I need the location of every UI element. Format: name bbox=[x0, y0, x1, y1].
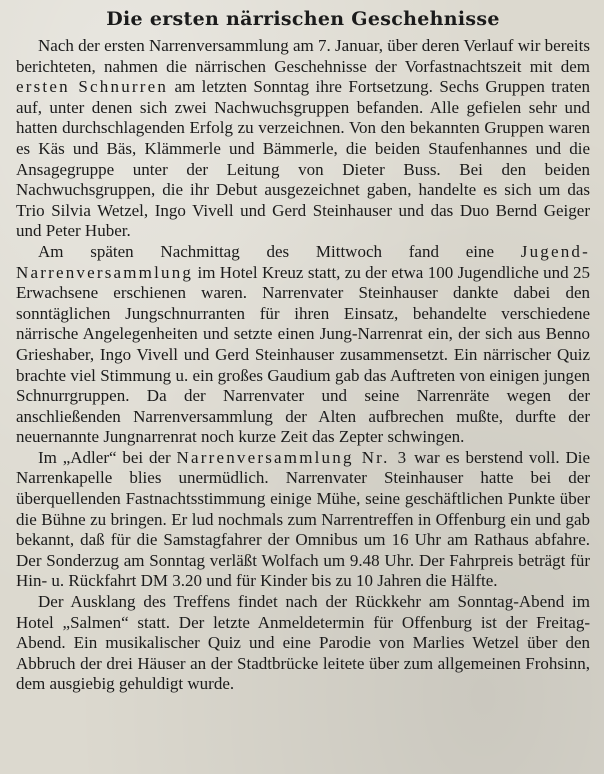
paragraph-4: Der Ausklang des Treffens findet nach der Rückkehr am Sonntag-Abend im Hotel „Salmen“ statt. Der letzte Anmeldetermin für Offenburg ist der Freitag-Abend. Ein musikalischer Quiz und eine Parodie von Marlies Wetzel über den Abbruch der drei Häuser an der Stadtbrücke leitete über zum allgemeinen Frohsinn, dem ausgiebig gehuldigt wurde. bbox=[16, 592, 590, 694]
paragraph-2-text-a: Am späten Nachmittag des Mittwoch fand eine bbox=[38, 241, 521, 261]
paragraph-1 bbox=[16, 36, 590, 242]
paragraph-3 bbox=[16, 448, 590, 592]
paragraph-2 bbox=[16, 242, 590, 448]
paragraph-3-text-a: Im „Adler“ bei der bbox=[38, 447, 177, 467]
article-body bbox=[16, 36, 590, 695]
spaced-emphasis-narrenversammlung-nr-3: Narrenversammlung Nr. 3 bbox=[176, 447, 409, 467]
paragraph-1-text-a: Nach der ersten Narrenversammlung am 7. Januar, über deren Verlauf wir bereits berichteten, nahmen die närrischen Geschehnisse der Vorfastnachtszeit mit dem bbox=[16, 36, 590, 76]
spaced-emphasis-ersten-schnurren: ersten Schnurren bbox=[16, 77, 169, 97]
paragraph-1-text-c: am letzten Sonntag ihre Fortsetzung. Sechs Gruppen traten auf, unter denen sich zwei Nachwuchsgruppen befanden. Alle gefielen sehr und hatten durchschlagenden Erfolg zu verzeichnen. Von den bekannten Gruppen waren es Käs und Bäs, Klämmerle und Bämmerle, die beiden Staufenhannes und die Ansagegruppe unter der Leitung von Dieter Buss. Bei den beiden Nachwuchsgruppen, die ihr Debut ausgezeichnet gaben, handelte es sich um das Trio Silvia Wetzel, Ingo Vivell und Gerd Steinhauser und das Duo Bernd Geiger und Peter Huber. bbox=[16, 77, 590, 241]
paragraph-3-text-c: war es berstend voll. Die Narrenkapelle blies unermüdlich. Narrenvater Steinhauser hatte bei der überquellenden Fastnachtsstimmung einige Mühe, seine geschäftlichen Punkte über die Bühne zu bringen. Er lud nochmals zum Narrentreffen in Offenburg ein und gab bekannt, daß für die Samstagfahrer der Omnibus um 16 Uhr am Rathaus abfahre. Der Sonderzug am Sonntag verläßt Wolfach um 9.48 Uhr. Der Fahrpreis beträgt für Hin- u. Rückfahrt DM 3.20 und für Kinder bis zu 10 Jahren die Hälfte. bbox=[16, 447, 590, 591]
spaced-emphasis-jugend-narrenversammlung: Jugend-Narrenversammlung bbox=[16, 241, 590, 282]
headline: Die ersten närrischen Geschehnisse bbox=[106, 8, 500, 30]
paragraph-2-text-c: im Hotel Kreuz statt, zu der etwa 100 Jugendliche und 25 Erwachsene erschienen waren. Narrenvater Steinhauser dankte dabei den sonntäglichen Jungschnurranten für ihren Einsatz, behandelte verschiedene närrische Angelegenheiten und setzte einen Jung-Narrenrat ein, der sich aus Benno Grieshaber, Ingo Vivell und Gerd Steinhauser zusammensetzt. Ein närrischer Quiz brachte viel Stimmung u. ein großes Gaudium gab das Auftreten von einigen jungen Schnurrgruppen. Da der Narrenvater und seine Narrenräte wegen der anschließenden Narrenversammlung der Alten aufbrechen mußte, durfte der neuernannte Jungnarrenrat noch kurze Zeit das Zepter schwingen. bbox=[16, 262, 590, 447]
